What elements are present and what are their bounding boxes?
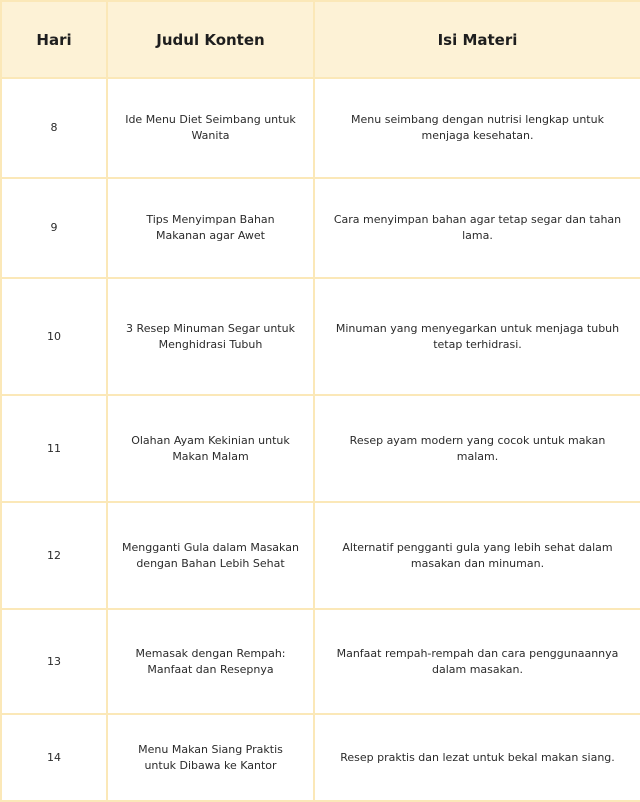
content-cell: Alternatif pengganti gula yang lebih sehat dalam masakan dan minuman. bbox=[314, 502, 640, 609]
title-cell: Tips Menyimpan Bahan Makanan agar Awet bbox=[107, 178, 314, 278]
table-row bbox=[1, 78, 640, 178]
content-cell: Resep ayam modern yang cocok untuk makan malam. bbox=[314, 395, 640, 502]
table-row bbox=[1, 609, 640, 714]
table-row bbox=[1, 502, 640, 609]
day-cell: 10 bbox=[1, 278, 107, 395]
title-cell: Mengganti Gula dalam Masakan dengan Bahan Lebih Sehat bbox=[107, 502, 314, 609]
day-cell: 12 bbox=[1, 502, 107, 609]
content-cell: Cara menyimpan bahan agar tetap segar dan tahan lama. bbox=[314, 178, 640, 278]
title-cell: 3 Resep Minuman Segar untuk Menghidrasi Tubuh bbox=[107, 278, 314, 395]
table-row bbox=[1, 278, 640, 395]
content-cell: Manfaat rempah-rempah dan cara penggunaannya dalam masakan. bbox=[314, 609, 640, 714]
header-day: Hari bbox=[1, 1, 107, 78]
content-cell: Menu seimbang dengan nutrisi lengkap untuk menjaga kesehatan. bbox=[314, 78, 640, 178]
title-cell: Menu Makan Siang Praktis untuk Dibawa ke Kantor bbox=[107, 714, 314, 801]
title-cell: Memasak dengan Rempah: Manfaat dan Resepnya bbox=[107, 609, 314, 714]
table-header-row bbox=[1, 1, 640, 78]
content-cell: Resep praktis dan lezat untuk bekal makan siang. bbox=[314, 714, 640, 801]
day-cell: 9 bbox=[1, 178, 107, 278]
day-cell: 13 bbox=[1, 609, 107, 714]
table-row bbox=[1, 714, 640, 801]
title-cell: Ide Menu Diet Seimbang untuk Wanita bbox=[107, 78, 314, 178]
day-cell: 14 bbox=[1, 714, 107, 801]
header-content: Isi Materi bbox=[314, 1, 640, 78]
title-cell: Olahan Ayam Kekinian untuk Makan Malam bbox=[107, 395, 314, 502]
content-cell: Minuman yang menyegarkan untuk menjaga tubuh tetap terhidrasi. bbox=[314, 278, 640, 395]
header-title: Judul Konten bbox=[107, 1, 314, 78]
table-row bbox=[1, 178, 640, 278]
day-cell: 11 bbox=[1, 395, 107, 502]
table-row bbox=[1, 395, 640, 502]
day-cell: 8 bbox=[1, 78, 107, 178]
